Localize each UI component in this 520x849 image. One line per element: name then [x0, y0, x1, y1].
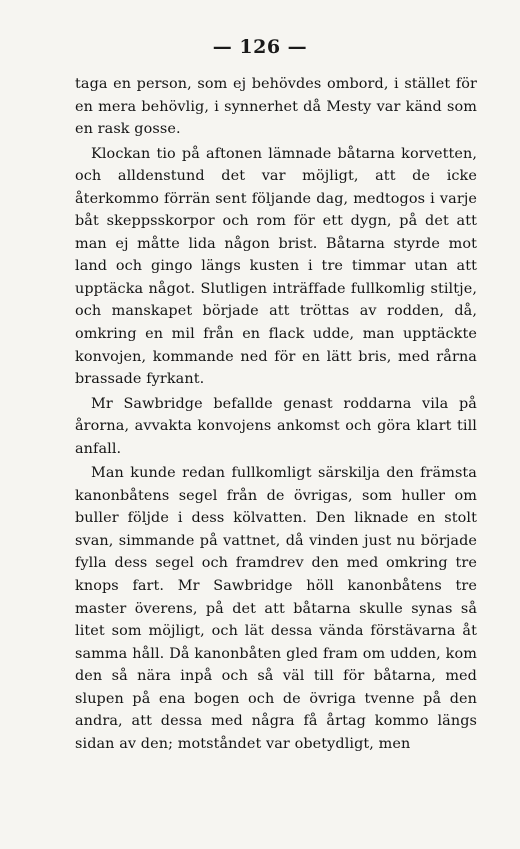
- paragraph-4: Man kunde redan fullkomligt särskilja den främsta kanonbåtens segel från de övrigas, som huller om buller följde i dess kölvatten. Den liknade en stolt svan, simmande på vattnet, då vinden just nu började fylla dess segel och framdrev den med omkring tre knops fart. Mr Sawbridge höll kanonbåtens tre master överens, på det att båtarna skulle synas så litet som möjligt, och lät dessa vända förstävarna åt samma håll. Då kanonbåten gled fram om udden, kom den så nära inpå och så väl till för båtarna, med slupen på ena bogen och de övriga tvenne på den andra, att dessa med några få årtag kommo längs sidan av den; motståndet var obetydligt, men: [75, 465, 477, 752]
- paragraph-1: taga en person, som ej behövdes ombord, i stället för en mera behövlig, i synnerhet då Mesty var känd som en rask gosse.: [75, 76, 477, 138]
- paragraph-3: Mr Sawbridge befallde genast roddarna vila på årorna, avvakta konvojens ankomst och göra klart till anfall.: [75, 395, 477, 457]
- body-text: [75, 73, 477, 755]
- paragraph-2: Klockan tio på aftonen lämnade båtarna korvetten, och alldenstund det var möjligt, att de icke återkommo förrän sent följande dag, medtogos i varje båt skeppsskorpor och rom för ett dygn, på det att man ej måtte lida någon brist. Båtarna styrde mot land och gingo längs kusten i tre timmar utan att upptäcka något. Slutligen inträffade fullkomlig stiltje, och manskapet började att tröttas av rodden, då, omkring en mil från en flack udde, man upptäckte konvojen, kommande ned för en lätt bris, med rårna brassade fyrkant.: [75, 145, 477, 388]
- page-number: — 126 —: [212, 36, 308, 58]
